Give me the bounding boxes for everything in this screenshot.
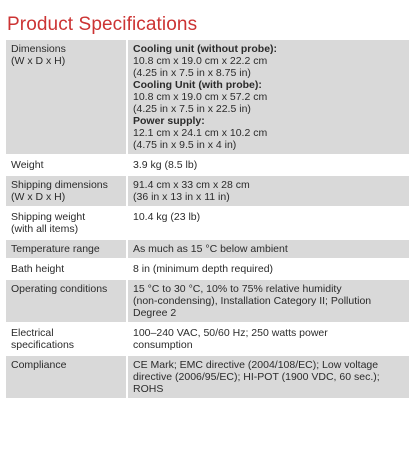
spec-value — [127, 323, 409, 355]
spec-value — [127, 175, 409, 207]
spec-value-line: 10.4 kg (23 lb) — [133, 211, 201, 223]
spec-value-line: 10.8 cm x 19.0 cm x 22.2 cm — [133, 55, 268, 67]
spec-value-line: (non-condensing), Installation Category II; Pollution — [133, 295, 372, 307]
spec-label — [6, 207, 127, 239]
spec-value-line: 100–240 VAC, 50/60 Hz; 250 watts power — [133, 327, 328, 339]
spec-row — [6, 175, 409, 207]
spec-label-line: (W x D x H) — [11, 55, 66, 67]
spec-value — [127, 259, 409, 279]
spec-value-heading: Cooling Unit (with probe): — [133, 79, 262, 91]
spec-value — [127, 40, 409, 155]
spec-label-line: specifications — [11, 339, 75, 351]
spec-label-line: Bath height — [11, 263, 65, 275]
spec-row — [6, 40, 409, 155]
spec-value-line: (4.75 in x 9.5 in x 4 in) — [133, 139, 237, 151]
page-title: Product Specifications — [7, 14, 198, 35]
spec-value-line: 91.4 cm x 33 cm x 28 cm — [133, 179, 250, 191]
spec-row — [6, 259, 409, 279]
spec-label-line: (W x D x H) — [11, 191, 66, 203]
spec-value-line: consumption — [133, 339, 193, 351]
spec-value-heading: Cooling unit (without probe): — [133, 43, 278, 55]
spec-label — [6, 239, 127, 259]
spec-value-line: 8 in (minimum depth required) — [133, 263, 274, 275]
spec-value — [127, 355, 409, 399]
spec-label — [6, 323, 127, 355]
spec-value-line: (36 in x 13 in x 11 in) — [133, 191, 230, 203]
spec-label-line: Temperature range — [11, 243, 100, 255]
specifications-table — [6, 40, 409, 400]
spec-row — [6, 155, 409, 175]
spec-value — [127, 155, 409, 175]
spec-label-line: (with all items) — [11, 223, 79, 235]
spec-label — [6, 175, 127, 207]
spec-value-line: CE Mark; EMC directive (2004/108/EC); Low voltage — [133, 359, 379, 371]
spec-label-line: Operating conditions — [11, 283, 108, 295]
spec-label — [6, 355, 127, 399]
spec-value-line: Degree 2 — [133, 307, 177, 319]
spec-label — [6, 259, 127, 279]
spec-value-line: (4.25 in x 7.5 in x 8.75 in) — [133, 67, 251, 79]
spec-value-line: As much as 15 °C below ambient — [133, 243, 288, 255]
spec-row — [6, 323, 409, 355]
spec-value — [127, 279, 409, 323]
spec-row — [6, 207, 409, 239]
spec-value-line: 12.1 cm x 24.1 cm x 10.2 cm — [133, 127, 268, 139]
spec-label — [6, 279, 127, 323]
spec-value — [127, 207, 409, 239]
spec-label-line: Dimensions — [11, 43, 66, 55]
spec-label-line: Shipping dimensions — [11, 179, 108, 191]
spec-value-line: 15 °C to 30 °C, 10% to 75% relative humidity — [133, 283, 342, 295]
spec-label-line: Electrical — [11, 327, 54, 339]
spec-row — [6, 355, 409, 399]
spec-row — [6, 239, 409, 259]
spec-row — [6, 279, 409, 323]
spec-value — [127, 239, 409, 259]
spec-value-line: (4.25 in x 7.5 in x 22.5 in) — [133, 103, 251, 115]
spec-value-line: 3.9 kg (8.5 lb) — [133, 159, 198, 171]
spec-value-line: 10.8 cm x 19.0 cm x 57.2 cm — [133, 91, 268, 103]
spec-label-line: Compliance — [11, 359, 67, 371]
spec-value-line: directive (2006/95/EC); HI-POT (1900 VDC, 60 sec.); — [133, 371, 380, 383]
spec-label — [6, 155, 127, 175]
spec-value-heading: Power supply: — [133, 115, 205, 127]
spec-label-line: Weight — [11, 159, 44, 171]
spec-label — [6, 40, 127, 155]
spec-label-line: Shipping weight — [11, 211, 86, 223]
spec-value-line: ROHS — [133, 383, 164, 395]
